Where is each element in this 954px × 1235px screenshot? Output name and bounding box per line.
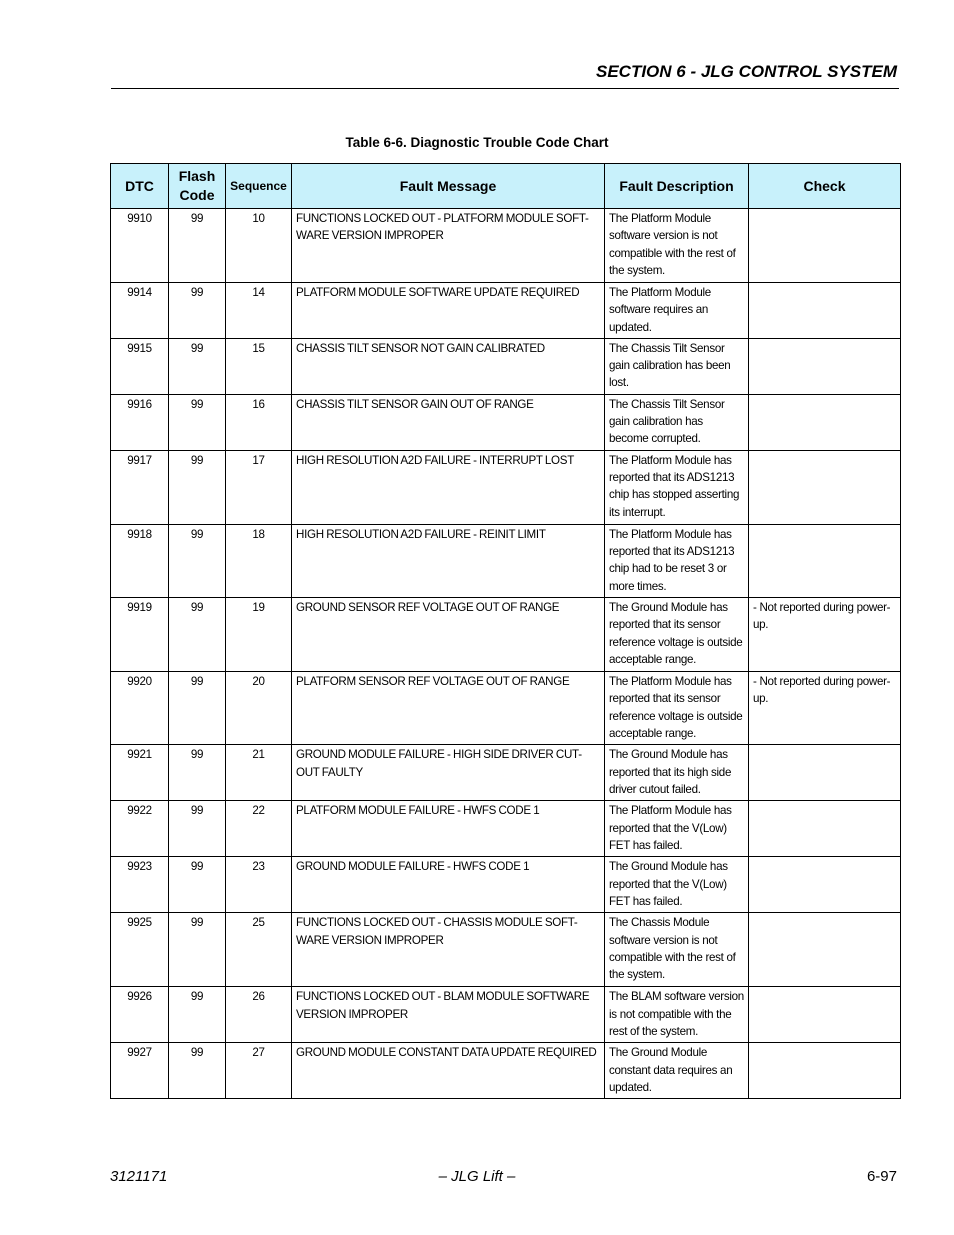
- check-cell: [749, 209, 901, 283]
- check-cell: - Not reported during power-up.: [749, 672, 901, 745]
- sequence-cell: 18: [226, 524, 292, 597]
- flash-code-cell: 99: [169, 450, 226, 524]
- dtc-cell: 9919: [111, 598, 169, 672]
- fault-description-cell: The Chassis Tilt Sensor gain calibration has become corrupted.: [605, 394, 749, 450]
- check-cell: [749, 987, 901, 1043]
- dtc-cell: 9918: [111, 524, 169, 597]
- fault-description-cell: The Ground Module has reported that its sensor reference voltage is outside acceptable range.: [605, 598, 749, 672]
- fault-description-cell: The Chassis Module software version is not compatible with the rest of the system.: [605, 913, 749, 987]
- check-cell: [749, 857, 901, 913]
- check-cell: [749, 394, 901, 450]
- fault-description-cell: The Platform Module has reported that its ADS1213 chip has stopped asserting its interrupt.: [605, 450, 749, 524]
- fault-description-cell: The Ground Module has reported that the V(Low) FET has failed.: [605, 857, 749, 913]
- fault-message-cell: FUNCTIONS LOCKED OUT - PLATFORM MODULE SOFT-WARE VERSION IMPROPER: [292, 209, 605, 283]
- check-cell: [749, 801, 901, 857]
- fault-description-cell: The Platform Module software requires an updated.: [605, 283, 749, 339]
- fault-message-cell: CHASSIS TILT SENSOR NOT GAIN CALIBRATED: [292, 338, 605, 394]
- flash-code-cell: 99: [169, 913, 226, 987]
- table-row: [111, 598, 901, 672]
- fault-description-cell: The BLAM software version is not compatible with the rest of the system.: [605, 987, 749, 1043]
- table-row: [111, 338, 901, 394]
- dtc-cell: 9910: [111, 209, 169, 283]
- dtc-table: [110, 163, 901, 1099]
- fault-description-cell: The Platform Module has reported that the V(Low) FET has failed.: [605, 801, 749, 857]
- dtc-cell: 9921: [111, 745, 169, 801]
- sequence-cell: 21: [226, 745, 292, 801]
- sequence-cell: 17: [226, 450, 292, 524]
- flash-code-cell: 99: [169, 394, 226, 450]
- fault-message-cell: GROUND MODULE FAILURE - HIGH SIDE DRIVER CUT-OUT FAULTY: [292, 745, 605, 801]
- page-number: 6-97: [866, 1168, 897, 1185]
- table-row: [111, 745, 901, 801]
- flash-code-cell: 99: [169, 745, 226, 801]
- table-row: [111, 857, 901, 913]
- check-cell: [749, 450, 901, 524]
- check-cell: [749, 745, 901, 801]
- table-row: [111, 987, 901, 1043]
- flash-code-cell: 99: [169, 801, 226, 857]
- flash-code-cell: 99: [169, 283, 226, 339]
- sequence-cell: 20: [226, 672, 292, 745]
- footer-center-text: – JLG Lift –: [438, 1168, 516, 1185]
- sequence-cell: 19: [226, 598, 292, 672]
- sequence-cell: 10: [226, 209, 292, 283]
- sequence-cell: 14: [226, 283, 292, 339]
- fault-message-cell: GROUND MODULE FAILURE - HWFS CODE 1: [292, 857, 605, 913]
- sequence-cell: 16: [226, 394, 292, 450]
- table-row: [111, 450, 901, 524]
- table-row: [111, 394, 901, 450]
- check-cell: [749, 338, 901, 394]
- flash-code-cell: 99: [169, 598, 226, 672]
- flash-code-cell: 99: [169, 857, 226, 913]
- column-header-check: Check: [749, 164, 901, 209]
- column-header-dtc: DTC: [111, 164, 169, 209]
- fault-description-cell: The Platform Module software version is not compatible with the rest of the system.: [605, 209, 749, 283]
- table-title: Table 6-6. Diagnostic Trouble Code Chart: [345, 135, 609, 150]
- sequence-cell: 23: [226, 857, 292, 913]
- fault-message-cell: HIGH RESOLUTION A2D FAILURE - INTERRUPT LOST: [292, 450, 605, 524]
- table-row: [111, 209, 901, 283]
- sequence-cell: 15: [226, 338, 292, 394]
- sequence-cell: 26: [226, 987, 292, 1043]
- table-row: [111, 913, 901, 987]
- fault-description-cell: The Chassis Tilt Sensor gain calibration has been lost.: [605, 338, 749, 394]
- table-row: [111, 801, 901, 857]
- table-header-row: [111, 164, 901, 209]
- flash-code-cell: 99: [169, 1043, 226, 1099]
- flash-code-cell: 99: [169, 209, 226, 283]
- table-row: [111, 524, 901, 597]
- table-row: [111, 672, 901, 745]
- sequence-cell: 22: [226, 801, 292, 857]
- sequence-cell: 27: [226, 1043, 292, 1099]
- sequence-cell: 25: [226, 913, 292, 987]
- fault-description-cell: The Platform Module has reported that its sensor reference voltage is outside acceptable range.: [605, 672, 749, 745]
- dtc-cell: 9922: [111, 801, 169, 857]
- flash-code-cell: 99: [169, 524, 226, 597]
- dtc-cell: 9927: [111, 1043, 169, 1099]
- fault-description-cell: The Platform Module has reported that its ADS1213 chip had to be reset 3 or more times.: [605, 524, 749, 597]
- header-rule: [111, 88, 899, 89]
- flash-code-cell: 99: [169, 672, 226, 745]
- dtc-cell: 9915: [111, 338, 169, 394]
- dtc-cell: 9917: [111, 450, 169, 524]
- dtc-cell: 9920: [111, 672, 169, 745]
- fault-message-cell: CHASSIS TILT SENSOR GAIN OUT OF RANGE: [292, 394, 605, 450]
- column-header-fault-description: Fault Description: [605, 164, 749, 209]
- flash-code-cell: 99: [169, 338, 226, 394]
- table-row: [111, 283, 901, 339]
- column-header-sequence: Sequence: [226, 164, 292, 209]
- dtc-cell: 9914: [111, 283, 169, 339]
- document-number: 3121171: [110, 1168, 168, 1185]
- table-body: [111, 209, 901, 1099]
- dtc-cell: 9916: [111, 394, 169, 450]
- flash-code-cell: 99: [169, 987, 226, 1043]
- column-header-fault-message: Fault Message: [292, 164, 605, 209]
- dtc-cell: 9925: [111, 913, 169, 987]
- check-cell: [749, 1043, 901, 1099]
- check-cell: [749, 524, 901, 597]
- fault-message-cell: PLATFORM SENSOR REF VOLTAGE OUT OF RANGE: [292, 672, 605, 745]
- check-cell: [749, 283, 901, 339]
- fault-message-cell: FUNCTIONS LOCKED OUT - CHASSIS MODULE SOFT-WARE VERSION IMPROPER: [292, 913, 605, 987]
- table-row: [111, 1043, 901, 1099]
- fault-message-cell: PLATFORM MODULE FAILURE - HWFS CODE 1: [292, 801, 605, 857]
- check-cell: - Not reported during power-up.: [749, 598, 901, 672]
- check-cell: [749, 913, 901, 987]
- fault-description-cell: The Ground Module has reported that its high side driver cutout failed.: [605, 745, 749, 801]
- fault-message-cell: PLATFORM MODULE SOFTWARE UPDATE REQUIRED: [292, 283, 605, 339]
- fault-message-cell: HIGH RESOLUTION A2D FAILURE - REINIT LIMIT: [292, 524, 605, 597]
- column-header-flash-code: Flash Code: [169, 164, 226, 209]
- section-header: SECTION 6 - JLG CONTROL SYSTEM: [596, 62, 897, 81]
- fault-description-cell: The Ground Module constant data requires an updated.: [605, 1043, 749, 1099]
- dtc-cell: 9926: [111, 987, 169, 1043]
- dtc-cell: 9923: [111, 857, 169, 913]
- fault-message-cell: GROUND MODULE CONSTANT DATA UPDATE REQUIRED: [292, 1043, 605, 1099]
- fault-message-cell: GROUND SENSOR REF VOLTAGE OUT OF RANGE: [292, 598, 605, 672]
- fault-message-cell: FUNCTIONS LOCKED OUT - BLAM MODULE SOFTWARE VERSION IMPROPER: [292, 987, 605, 1043]
